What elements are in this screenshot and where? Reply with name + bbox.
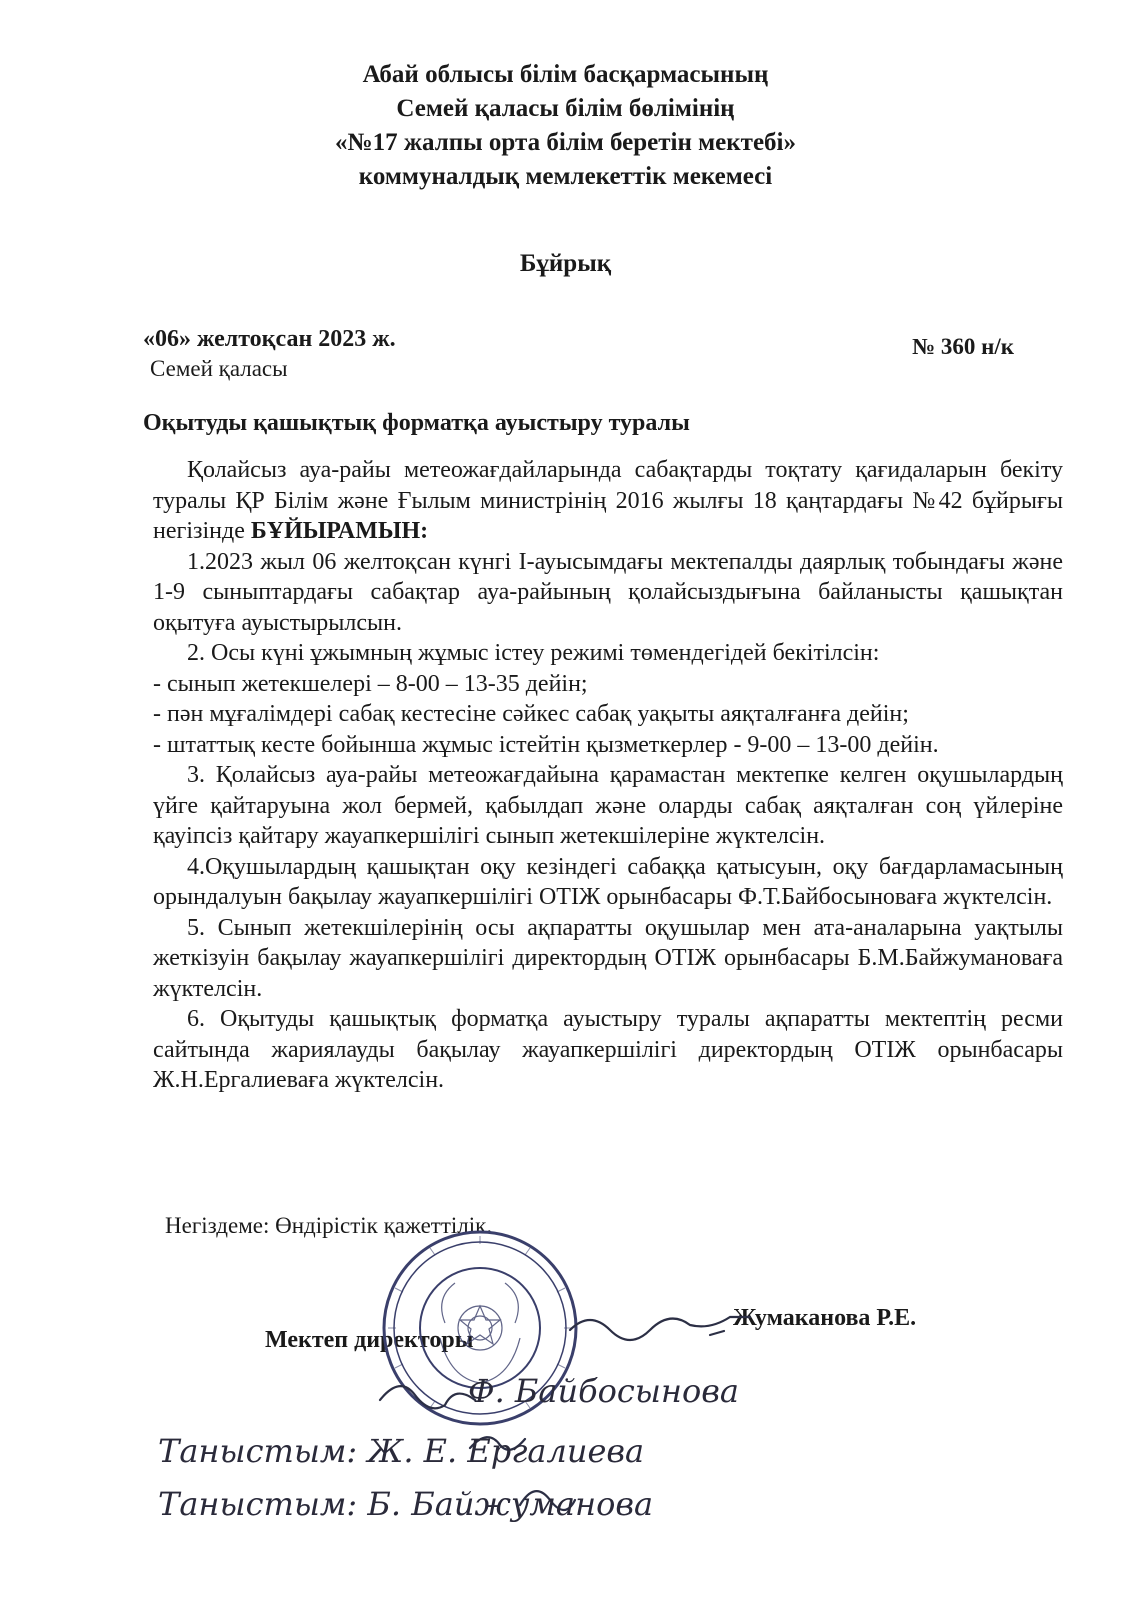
document-header [0, 58, 1131, 194]
director-name: Жумаканова Р.Е. [733, 1305, 917, 1331]
schedule-item: - сынып жетекшелері – 8-00 – 13-35 дейін; [153, 670, 588, 697]
header-line: коммуналдық мемлекеттік мекемесі [358, 163, 773, 190]
order-number: № 360 н/к [912, 334, 1015, 359]
order-subject: Оқытуды қашықтық форматқа ауыстыру туралы [143, 410, 690, 436]
order-item-3: 3. Қолайсыз ауа-райы метеожағдайына қарамастан мектепке келген оқушылардың үйге қайтаруына жол бермей, қабылдап және оларды сабақ аяқталған соң үйлеріне қауіпсіз қайтару жауапкершілігі сынып жетекшілеріне жүктелсін. [153, 762, 1063, 849]
schedule-item: - пән мұғалімдері сабақ кестесіне сәйкес сабақ уақыты аяқталғанға дейін; [153, 701, 909, 727]
order-city: Семей қаласы [150, 356, 288, 381]
preamble-text: Қолайсыз ауа-райы метеожағдайларында сабақтарды тоқтату қағидаларын бекіту туралы ҚР Білім және Ғылым министрінің 2016 жылғы 18 қаңтардағы №42 бұйрығы негізінде [153, 457, 1063, 544]
order-date: «06» желтоқсан 2023 ж. [143, 326, 396, 352]
acknowledgement-signature: Ф. Байбосынова [468, 1372, 739, 1410]
acknowledgement-signature: Таныстым: Ж. Е. Ергалиева [158, 1432, 645, 1470]
schedule-item: - штаттық кесте бойынша жұмыс істейтін қызметкерлер - 9-00 – 13-00 дейін. [153, 731, 939, 758]
order-item-4: 4.Оқушылардың қашықтан оқу кезіндегі сабаққа қатысуын, оқу бағдарламасының орындалуын бақылау жауапкершілігі ОТІЖ орынбасары Ф.Т.Байбосыноваға жүктелсін. [153, 853, 1063, 910]
order-item-5: 5. Сынып жетекшілерінің осы ақпаратты оқушылар мен ата-аналарына уақтылы жеткізуін бақылау жауапкершілігі директордың ОТІЖ орынбасары Б.М.Байжумановаға жүктелсін. [153, 914, 1063, 1002]
order-body [153, 455, 1063, 1096]
director-label: Мектеп директоры [265, 1327, 474, 1353]
header-line: Абай облысы білім басқармасының [362, 61, 769, 88]
order-word: БҰЙЫРАМЫН: [250, 518, 429, 544]
order-item-1: 1.2023 жыл 06 желтоқсан күнгі І-ауысымдағы мектепалды даярлық тобындағы және 1-9 сыныптардағы сабақтар ауа-райының қолайсыздығына байланысты қашықтан оқытуға ауыстырылсын. [153, 548, 1063, 636]
document-title: Бұйрық [519, 250, 612, 277]
order-basis: Негіздеме: Өндірістік қажеттілік. [165, 1213, 493, 1238]
preamble-paragraph [153, 455, 1063, 547]
header-line: «№17 жалпы орта білім беретін мектебі» [334, 129, 797, 156]
acknowledgement-signature: Таныстым: Б. Байжуманова [158, 1485, 654, 1523]
order-item-2: 2. Осы күні ұжымның жұмыс істеу режимі төмендегідей бекітілсін: [187, 640, 880, 666]
order-item-6: 6. Оқытуды қашықтық форматқа ауыстыру туралы ақпаратты мектептің ресми сайтында жариялауды бақылау жауапкершілігі директордың ОТІЖ орынбасары Ж.Н.Ергалиеваға жүктелсін. [153, 1006, 1063, 1093]
header-line: Семей қаласы білім бөлімінің [396, 95, 735, 122]
